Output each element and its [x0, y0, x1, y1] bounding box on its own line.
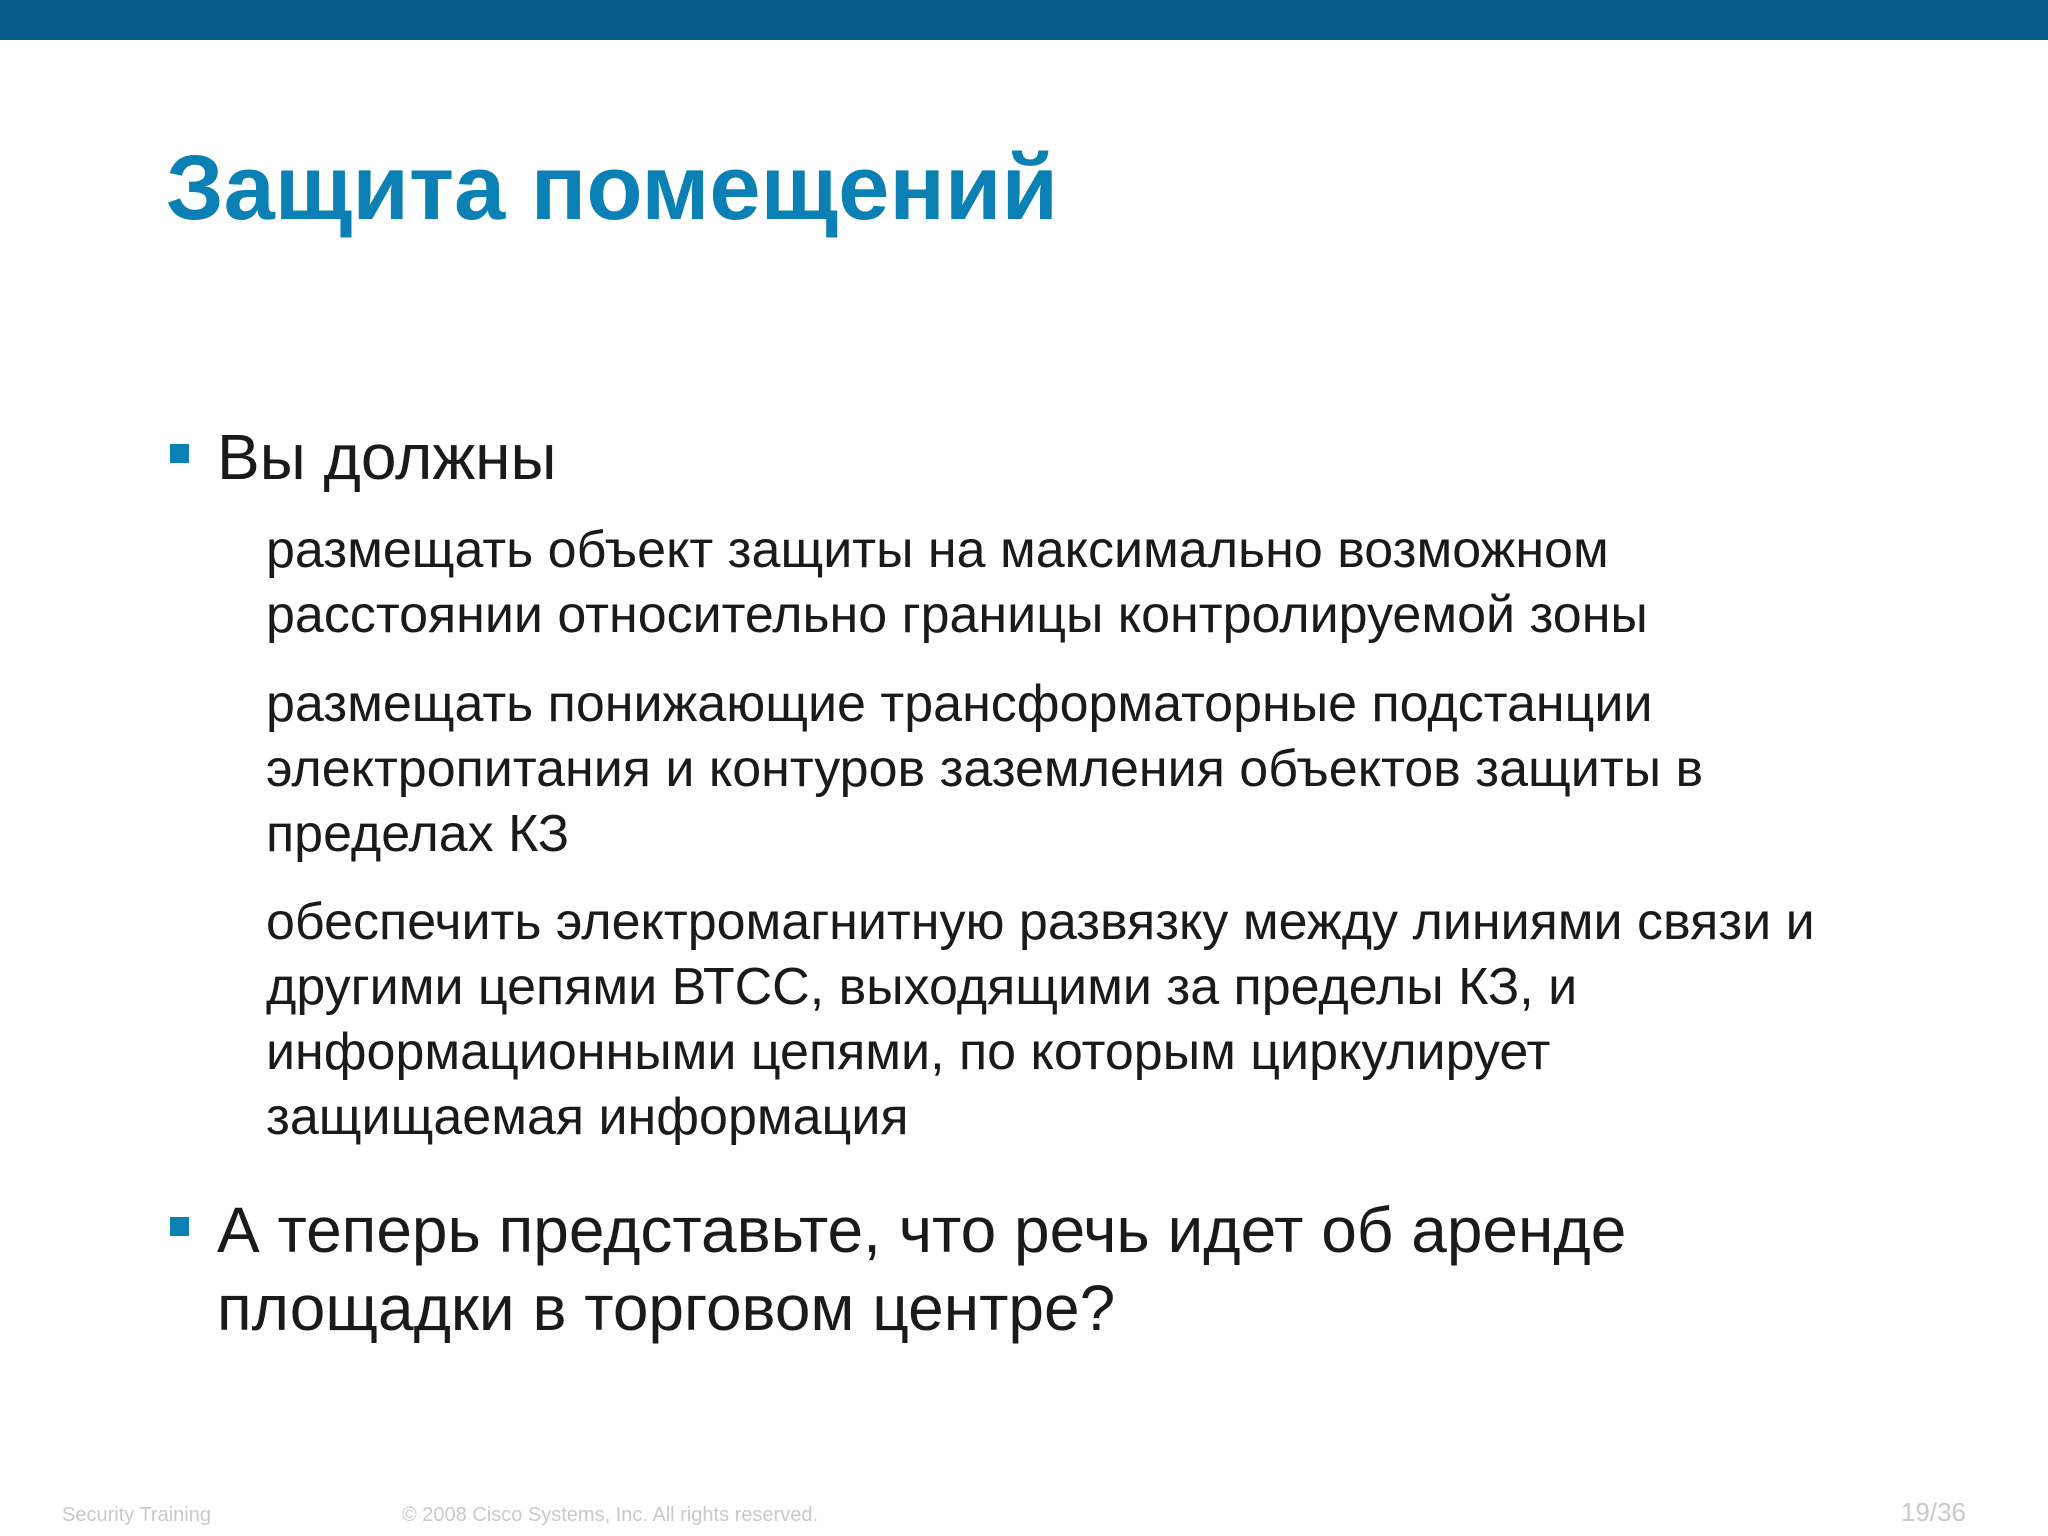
bullet-item: [170, 1191, 1626, 1347]
square-bullet-icon: [170, 444, 189, 463]
sub-item: [266, 518, 1648, 648]
bullet-line: А теперь представьте, что речь идет об аренде: [217, 1194, 1627, 1266]
top-bar: [0, 0, 2048, 40]
sub-item-line: пределах КЗ: [266, 805, 570, 863]
sub-item: [266, 672, 1703, 867]
footer-copyright: © 2008 Cisco Systems, Inc. All rights reserved.: [402, 1504, 819, 1526]
sub-item-line: другими цепями ВТСС, выходящими за пределы КЗ, и: [266, 958, 1578, 1016]
bullet-line: площадки в торговом центре?: [217, 1272, 1116, 1344]
slide-title: Защита помещений: [166, 137, 1059, 239]
sub-item-line: защищаемая информация: [266, 1088, 909, 1146]
sub-item-line: размещать объект защиты на максимально возможном: [266, 521, 1609, 579]
sub-item-line: электропитания и контуров заземления объектов защиты в: [266, 740, 1704, 798]
slide-page-number: 19/36: [1900, 1497, 1966, 1527]
sub-item-line: обеспечить электромагнитную развязку между линиями связи и: [266, 893, 1815, 951]
bullet-text: [217, 418, 557, 496]
square-bullet-icon: [170, 1217, 189, 1236]
bullet-text: [217, 1191, 1626, 1347]
sub-item-line: расстоянии относительно границы контролируемой зоны: [266, 586, 1648, 644]
sub-item: [266, 890, 1815, 1150]
sub-item-line: размещать понижающие трансформаторные подстанции: [266, 675, 1653, 733]
footer-course-name: Security Training: [62, 1504, 211, 1526]
sub-item-line: информационными цепями, по которым циркулирует: [266, 1023, 1551, 1081]
bullet-line: Вы должны: [217, 421, 557, 493]
bullet-item: [170, 418, 557, 496]
